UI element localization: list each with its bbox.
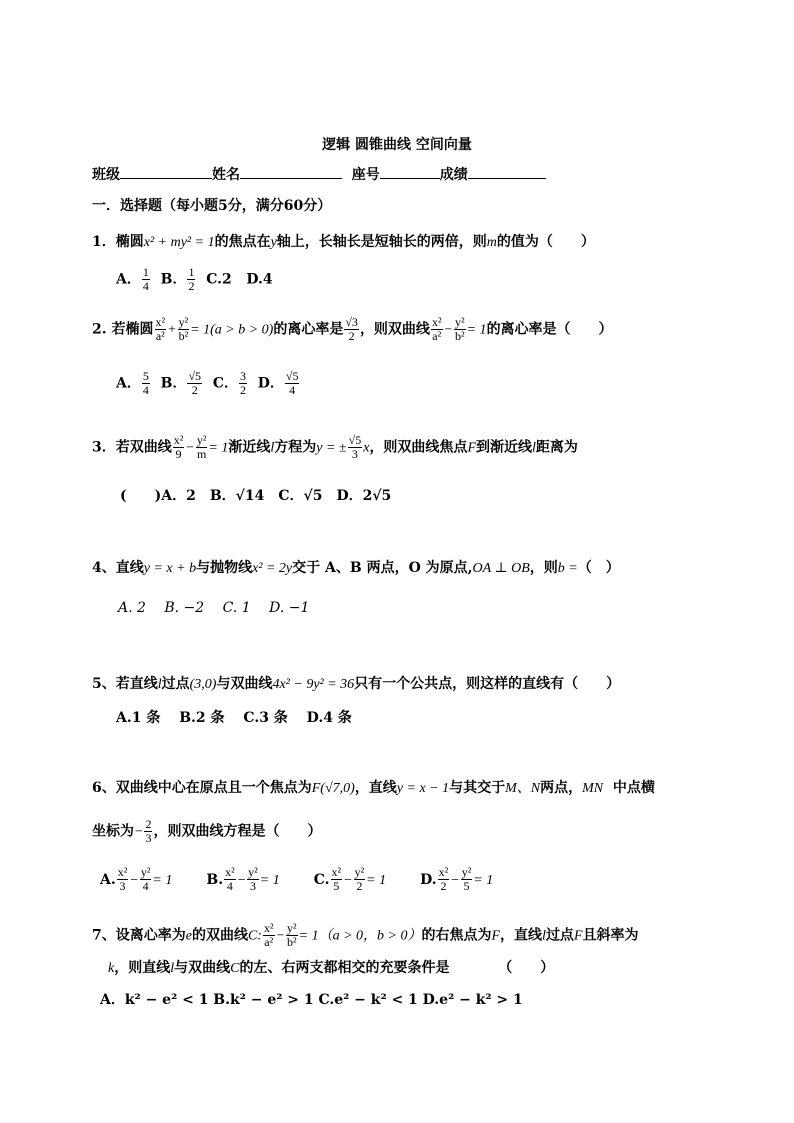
fraction: $\frac{1}{2}$ <box>188 265 195 293</box>
fraction: $\frac{1}{4}$ <box>142 265 149 293</box>
question-1: 1．椭圆x² + my² = 1的焦点在y轴上，长轴长是短轴长的两倍，则m的值为（ ） <box>92 234 595 250</box>
question-6-line2: 坐标为− $\frac{2}{3}$ ，则双曲线方程是（ ） <box>92 817 322 845</box>
question-6-option-b: B. $\frac{\text{x²}}{4}$ − $\frac{\text{y²}}{3}$ = 1 <box>206 865 280 893</box>
question-1-options: A． $\frac{1}{4}$ B． $\frac{1}{2}$ C.2 D.4 <box>116 265 273 293</box>
section-heading: 一．选择题（每小题5分，满分60分） <box>92 198 332 214</box>
question-4: 4、直线y = x + b与抛物线x² = 2y交于 A、B 两点，O 为原点,OA ⊥ OB，则b =（ ） <box>92 560 620 576</box>
question-6-option-d: D. $\frac{\text{x²}}{2}$ − $\frac{\text{y²}}{5}$ = 1 <box>420 865 494 893</box>
page-title: 逻辑 圆锥曲线 空间向量 <box>322 137 472 153</box>
question-6-option-a: A. $\frac{\text{x²}}{3}$ − $\frac{\text{y²}}{4}$ = 1 <box>100 865 173 893</box>
question-7: 7、设离心率为e的双曲线C: $\frac{\text{x²}}{\text{a²}}$ − $\frac{\text{y²}}{\text{b²}}$ = 1（a > 0，b > 0）的右焦点为F，直线l过点F且斜率为 <box>92 921 639 949</box>
question-6: 6、双曲线中心在原点且一个焦点为F(√7,0)，直线y = x − 1与其交于M、N两点，MN 中点横 <box>92 780 655 796</box>
question-4-options: A. 2 B. −2 C. 1 D. −1 <box>118 600 310 616</box>
question-7-options: A．k² − e² < 1 B.k² − e² > 1 C.e² − k² < 1 D.e² − k² > 1 <box>100 992 523 1008</box>
question-2-options: A． $\frac{5}{4}$ B． $\frac{√5}{2}$ C． $\frac{3}{2}$ D． $\frac{√5}{4}$ <box>116 369 299 397</box>
question-6-option-c: C. $\frac{\text{x²}}{5}$ − $\frac{\text{y²}}{2}$ = 1 <box>313 865 387 893</box>
class-blank[interactable] <box>120 164 212 179</box>
question-3-options: ( )A．2 B．√14 C．√5 D．2√5 <box>120 488 392 504</box>
question-2: 2. 若椭圆 $\frac{\text{x²}}{\text{a²}}$ + $\frac{\text{y²}}{\text{b²}}$ = 1(a > b > 0)的离心率是 $\frac{√3}{2}$ ，则双曲线 $\frac{\text{x²}}{\text{a²}}$ − $\frac{\text{y²}}{\text{b²}}$ = 1的离心率是（ ） <box>92 315 613 343</box>
question-5: 5、若直线l过点(3,0)与双曲线4x² − 9y² = 36只有一个公共点，则这样的直线有（ ） <box>92 676 621 692</box>
question-7-line2: k，则直线l与双曲线C的左、右两支都相交的充要条件是 （ ） <box>108 960 555 976</box>
student-info-row: 班级 姓名 座号 成绩 <box>92 164 732 185</box>
seat-blank[interactable] <box>380 164 440 179</box>
name-blank[interactable] <box>240 164 342 179</box>
question-6-options <box>100 866 740 893</box>
score-blank[interactable] <box>468 164 546 179</box>
question-5-options: A.1 条 B.2 条 C.3 条 D.4 条 <box>116 710 352 726</box>
question-3: 3．若双曲线 $\frac{\text{x²}}{9}$ − $\frac{\text{y²}}{m}$ = 1渐近线l方程为y = ± $\frac{√5}{3}$ x，则双曲线焦点F到渐近线l距离为 <box>92 433 578 461</box>
